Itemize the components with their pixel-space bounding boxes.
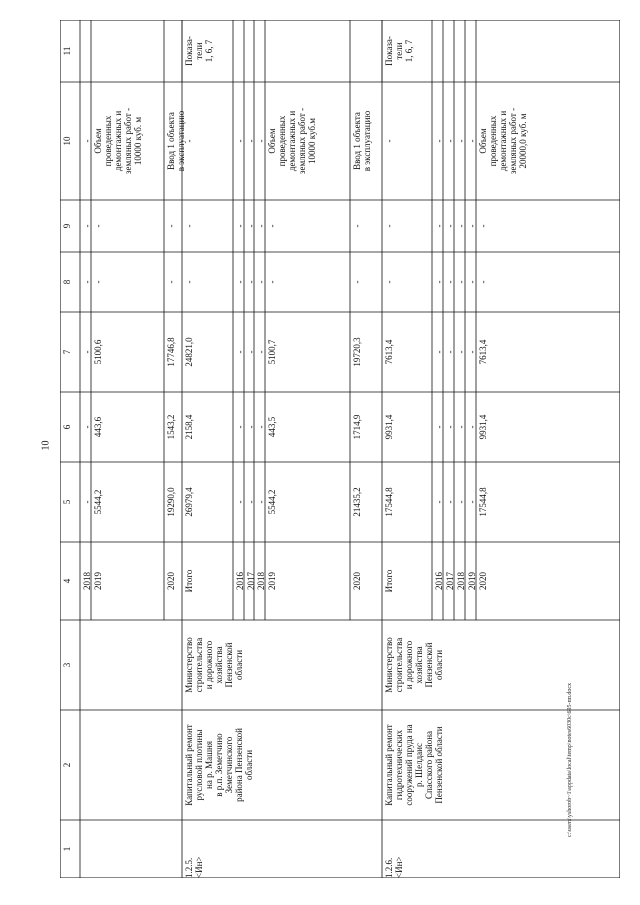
entry-executor: Министерство строительства и дорожного хозяйства Пензенской области [384,637,444,693]
cell-c6: 9931,4 [384,414,394,440]
entry-number: 1.2.6. <Ин> [384,856,404,878]
cell-c5: - [82,500,92,504]
cell-c10: - [82,139,92,143]
cell-c6: - [82,425,92,429]
cell-c10: - [256,139,266,143]
cell-c6: 443,6 [93,416,103,438]
cell-c5: - [434,500,444,504]
cell-c7: - [235,350,245,354]
cell-c10: - [445,139,455,143]
cell-c6: 1714,9 [352,414,362,440]
cell-c8: - [478,280,488,284]
cell-c9: - [456,224,466,228]
cell-c8: - [82,280,92,284]
cell-c6: - [246,425,256,429]
cell-c8: - [352,280,362,284]
cell-c10: - [456,139,466,143]
cell-c7: - [434,350,444,354]
cell-c5: 21435,2 [352,487,362,517]
cell-c7: 5100,6 [93,339,103,365]
column-number: 4 [62,578,72,584]
cell-c10: - [184,139,194,143]
cell-c9: - [384,224,394,228]
cell-c5: 5544,2 [267,489,277,515]
cell-c5: 17544,8 [478,487,488,517]
entry-name: Капитальный ремонт русловой плотины на р. Машня в р.п. Земетчино Земeтчинского района Пензенской области [184,724,254,806]
cell-c6: 443,5 [267,416,277,438]
cell-c8: - [235,280,245,284]
cell-c7: 7613,4 [478,339,488,365]
entry-name: Капитальный ремонт гидротехнических сооружений пруда на р. Шелдаис Спасского района Пензенской области [384,724,444,806]
cell-c6: 1543,2 [166,414,176,440]
cell-c9: - [246,224,256,228]
entry-executor: Министерство строительства и дорожного хозяйства Пензенской области [184,637,244,693]
cell-year: 2020 [478,572,488,590]
column-number: 6 [62,424,72,430]
cell-year: 2018 [256,572,266,590]
cell-c7: - [82,350,92,354]
column-number: 2 [62,762,72,768]
cell-c5: - [256,500,266,504]
cell-year: 2018 [82,572,92,590]
cell-c9: - [256,224,266,228]
cell-c6: - [235,425,245,429]
cell-c5: - [456,500,466,504]
cell-c7: 24821,0 [184,337,194,367]
cell-c9: - [82,224,92,228]
cell-c7: 19720,3 [352,337,362,367]
column-number: 7 [62,349,72,355]
cell-c5: 17544,8 [384,487,394,517]
cell-c10: Объем проведенных демонтажных и земляных работ - 10000 куб. м [93,107,143,175]
cell-year: 2019 [93,572,103,590]
cell-c8: - [445,280,455,284]
file-path-footer: c:\users\yshorob~1\appdata\local\temp\notes6030c\695-пп.docx [567,682,573,838]
column-number: 3 [62,662,72,668]
cell-c7: 7613,4 [384,339,394,365]
cell-c5: 26979,4 [184,487,194,517]
cell-c9: - [352,224,362,228]
cell-c10: - [246,139,256,143]
cell-c8: - [267,280,277,284]
column-number: 8 [62,279,72,285]
cell-c8: - [384,280,394,284]
entry-indicator: Показа- тели 1, 6, 7 [184,36,214,66]
cell-c7: - [467,350,477,354]
cell-c9: - [478,224,488,228]
cell-c9: - [467,224,477,228]
cell-year: Итого [184,569,194,593]
cell-c10: - [467,139,477,143]
cell-year: 2018 [456,572,466,590]
cell-c6: 2158,4 [184,414,194,440]
cell-c7: - [445,350,455,354]
cell-c7: - [456,350,466,354]
cell-year: 2020 [166,572,176,590]
cell-c9: - [166,224,176,228]
cell-year: 2017 [445,572,455,590]
cell-c8: - [93,280,103,284]
cell-c7: - [246,350,256,354]
cell-c7: - [256,350,266,354]
entry-indicator: Показа- тели 1, 6, 7 [384,36,414,66]
entry-number: 1.2.5. <Ин> [184,856,204,878]
cell-c5: 5544,2 [93,489,103,515]
cell-c7: 5100,7 [267,339,277,365]
cell-c5: - [445,500,455,504]
cell-c8: - [256,280,266,284]
cell-c6: - [456,425,466,429]
cell-c10: Ввод 1 объекта в эксплуатацию [166,110,186,172]
cell-c6: - [467,425,477,429]
cell-year: 2019 [267,572,277,590]
page-number: 10 [40,440,52,451]
cell-year: 2016 [434,572,444,590]
cell-year: 2020 [352,572,362,590]
cell-c7: 17746,8 [166,337,176,367]
cell-c6: - [256,425,266,429]
column-number: 5 [62,499,72,505]
cell-year: 2016 [235,572,245,590]
cell-c10: - [235,139,245,143]
column-number: 10 [62,136,72,146]
cell-c5: - [467,500,477,504]
cell-c9: - [93,224,103,228]
cell-c10: Объем проведенных демонтажных и земляных работ - 10000 куб.м [267,107,317,175]
column-number: 1 [62,846,72,852]
cell-c8: - [184,280,194,284]
column-number: 9 [62,223,72,229]
cell-c8: - [434,280,444,284]
cell-c6: - [445,425,455,429]
cell-c6: 9931,4 [478,414,488,440]
cell-c8: - [467,280,477,284]
cell-c10: - [384,139,394,143]
cell-year: 2017 [246,572,256,590]
cell-c6: - [434,425,444,429]
cell-c9: - [184,224,194,228]
cell-c5: 19290,0 [166,487,176,517]
cell-c8: - [246,280,256,284]
cell-c8: - [456,280,466,284]
cell-c5: - [246,500,256,504]
cell-year: Итого [384,569,394,593]
cell-c8: - [166,280,176,284]
cell-c5: - [235,500,245,504]
cell-c9: - [445,224,455,228]
cell-c10: Ввод 1 объекта в эксплуатацию [352,110,372,172]
cell-c9: - [434,224,444,228]
cell-year: 2019 [467,572,477,590]
cell-c10: Объем проведенных демонтажных и земляных работ - 20000,0 куб. м [478,107,528,175]
column-number: 11 [62,46,72,56]
cell-c9: - [267,224,277,228]
cell-c10: - [434,139,444,143]
cell-c9: - [235,224,245,228]
